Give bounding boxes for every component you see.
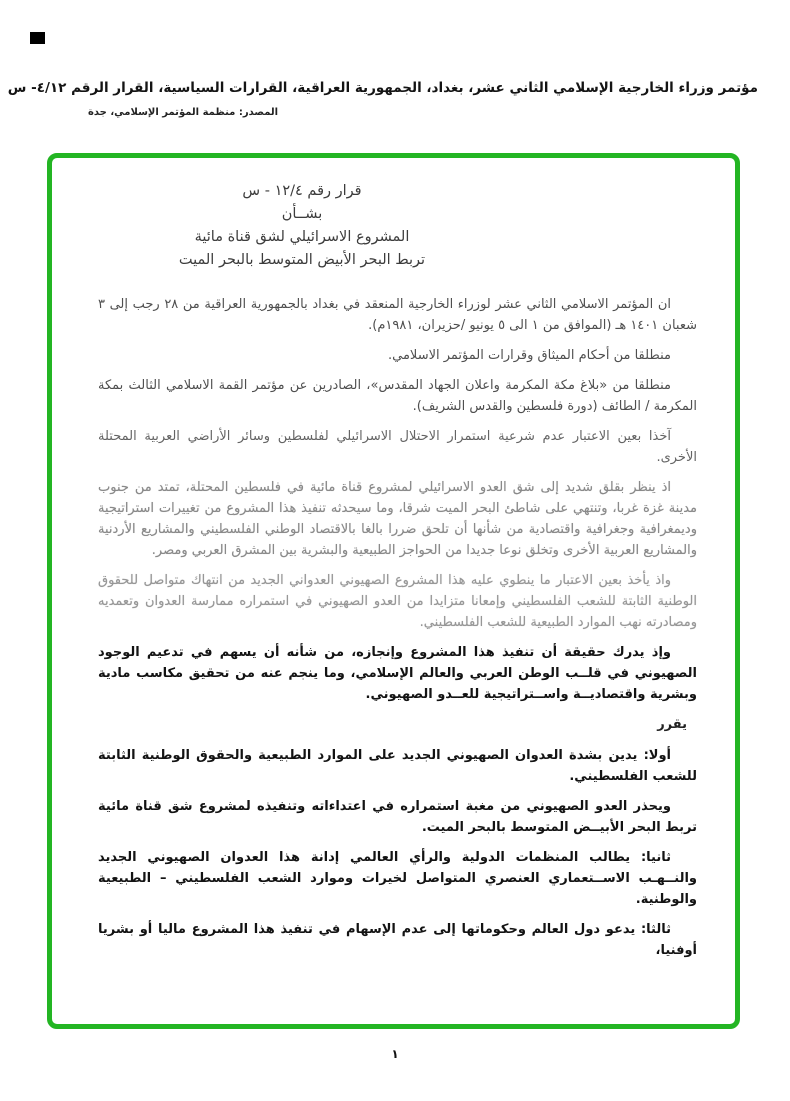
highlight-box [47,153,740,1029]
preamble-paragraph: ان المؤتمر الاسلامي الثاني عشر لوزراء الخارجية المنعقد في بغداد بالجمهورية العراقية من ٢٨ رجب إلى ٣ شعبان ١٤٠١ هـ (الموافق من ١ الى ٥ يونيو /حزيران، ١٩٨١م). [98,297,697,333]
source-line: المصدر: منظمة المؤتمر الإسلامي، جدة [88,107,279,118]
regarding-label: بشــأن [281,206,323,222]
preamble-paragraph: واذ يأخذ بعين الاعتبار ما ينطوي عليه هذا المشروع الصهيوني العدواني الجديد من انتهاك متواصل للحقوق الوطنية الثابتة للشعب الفلسطيني وإمعانا متزايدا من العدو الصهيوني في استمراره ممارسة العدوان وتعمديه ومصادرته نهب الموارد الطبيعية للشعب الفلسطيني. [98,573,697,630]
operative-paragraph-second: ثانيا: يطالب المنظمات الدولية والرأي العالمي إدانة هذا العدوان الصهيوني الجديد والنــهـب الاســتعماري العنصري المتواصل لخيرات وموارد الشعب الفلسطيني – الطبيعية والوطنية. [98,850,697,907]
resolution-title-line-2: تربط البحر الأبيض المتوسط بالبحر الميت [178,252,426,268]
black-square-mark [30,32,45,44]
decides-label: يقرر [657,717,687,732]
operative-paragraph-third: ثالثا: يدعو دول العالم وحكوماتها إلى عدم الإسهام في تنفيذ هذا المشروع ماليا أو بشريا أوفنيا، [98,922,697,958]
resolution-title-block [87,180,517,272]
resolution-number: قرار رقم ١٢/٤ - س [242,183,362,199]
header-citation: مؤتمر وزراء الخارجية الإسلامي الثاني عشر، بغداد، الجمهورية العراقية، القرارات السياسية، القرار الرقم ٤/١٢- س [7,80,758,96]
operative-paragraph: ويحذر العدو الصهيوني من مغبة استمراره في اعتداءاته وتنفيذه لمشروع شق قناة مائية تربط البحر الأبيــض المتوسط بالبحر الميت. [98,799,697,835]
preamble-paragraph: اذ ينظر بقلق شديد إلى شق العدو الاسرائيلي لمشروع قناة مائية في فلسطين المحتلة، تمتد من جنوب مدينة غزة غربا، وتنتهي على شاطئ البحر الميت شرقا، وما سيحدثه تنفيذ هذا المشروع من تغييرات استراتيجية وديمغرافية وجغرافية واقتصادية من شأنها أن تلحق ضررا بالغا بالاقتصاد الوطني الفلسطيني والمشاريع الأردنية والمشاريع العربية الأخرى وتخلق نوعا جديدا من الحواجز الطبيعية والبشرية بين المشرق العربي ومصر. [98,480,697,558]
preamble-paragraph: منطلقا من «بلاغ مكة المكرمة واعلان الجهاد المقدس»، الصادرين عن مؤتمر القمة الاسلامي الثالث بمكة المكرمة / الطائف (دورة فلسطين والقدس الشريف). [98,378,697,414]
preamble-paragraph: آخذا بعين الاعتبار عدم شرعية استمرار الاحتلال الاسرائيلي لفلسطين وسائر الأراضي العربية المحتلة الأخرى. [98,429,697,465]
preamble-paragraph: منطلقا من أحكام الميثاق وقرارات المؤتمر الاسلامي. [388,348,671,363]
operative-paragraph-first: أولا: يدين بشدة العدوان الصهيوني الجديد على الموارد الطبيعية والحقوق الوطنية الثابتة للشعب الفلسطيني. [98,748,697,784]
resolution-title-line-1: المشروع الاسرائيلي لشق قناة مائية [194,229,410,245]
resolution-body [98,294,697,961]
page-number: ١ [391,1047,399,1061]
preamble-paragraph: وإذ يدرك حقيقة أن تنفيذ هذا المشروع وإنجازه، من شأنه أن يسهم في تدعيم الوجود الصهيوني في قلــب الوطن العربي والعالم الإسلامي، وما ينجم عنه من تحقيق مكاسب مادية وبشرية واقتصاديــة واســتراتيجية للعــدو الصهيوني. [98,645,697,702]
